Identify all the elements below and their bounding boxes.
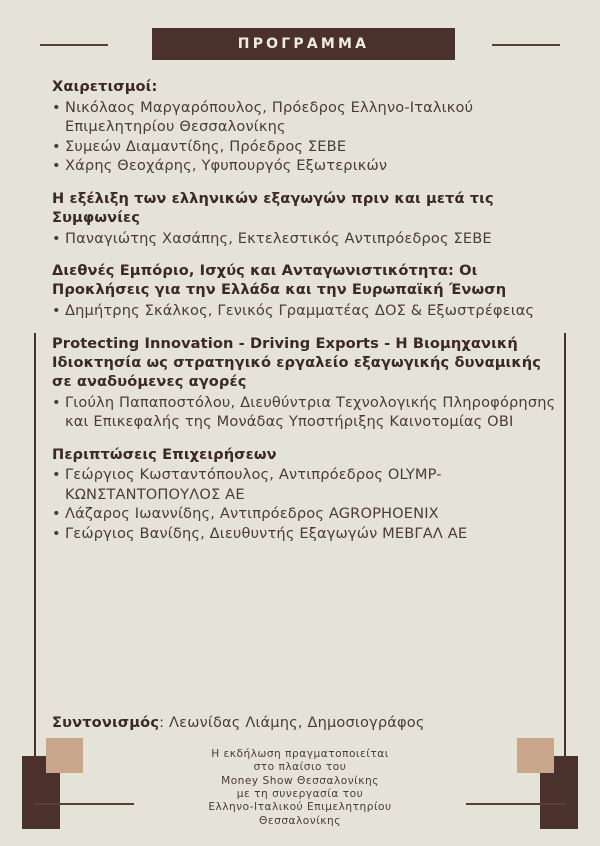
program-section bbox=[52, 262, 562, 320]
speaker-list bbox=[52, 301, 562, 320]
left-vertical-rule bbox=[34, 333, 36, 767]
footer-line: στο πλαίσιο του bbox=[253, 761, 347, 774]
speaker-list bbox=[52, 98, 562, 176]
header bbox=[0, 28, 600, 64]
program-section bbox=[52, 335, 562, 432]
program-sections bbox=[52, 78, 562, 543]
ornament-bottom-right-square bbox=[517, 738, 554, 773]
footer-note bbox=[0, 748, 600, 828]
header-rule-right bbox=[492, 44, 560, 46]
program-section bbox=[52, 446, 562, 544]
speaker-list bbox=[52, 229, 562, 248]
program-banner bbox=[152, 28, 455, 60]
section-title: Διεθνές Εμπόριο, Ισχύς και Ανταγωνιστικότητα: Οι Προκλήσεις για την Ελλάδα και την Ευρωπαϊκή Ένωση bbox=[52, 262, 507, 299]
footer-line: Η εκδήλωση πραγματοποιείται bbox=[211, 748, 389, 760]
section-title: Περιπτώσεις Επιχειρήσεων bbox=[52, 445, 277, 463]
list-item: • Χάρης Θεοχάρης, Υφυπουργός Εξωτερικών bbox=[52, 156, 562, 175]
coordinator-line bbox=[52, 714, 562, 733]
list-item: • Συμεών Διαμαντίδης, Πρόεδρος ΣΕΒΕ bbox=[52, 137, 562, 156]
program-section bbox=[52, 190, 562, 248]
ornament-bottom-left-square bbox=[46, 738, 83, 773]
ornament-bottom-left-rule bbox=[34, 803, 134, 805]
header-rule-left bbox=[40, 44, 108, 46]
list-item: • Γεώργιος Κωσταντόπουλος, Αντιπρόεδρος OLYMP-ΚΩΝΣΤΑΝΤΟΠΟΥΛΟΣ ΑΕ bbox=[52, 465, 562, 504]
banner-title: ΠΡΟΓΡΑΜΜΑ bbox=[237, 36, 370, 52]
footer-line: Ελληνο-Ιταλικού Επιμελητηρίου bbox=[208, 801, 392, 814]
section-title: Χαιρετισμοί: bbox=[52, 78, 158, 95]
coordinator-label: Συντονισμός bbox=[52, 714, 160, 731]
section-title: Η εξέλιξη των ελληνικών εξαγωγών πριν και μετά τις Συμφωνίες bbox=[52, 189, 494, 226]
list-item: • Γεώργιος Βανίδης, Διευθυντής Εξαγωγών ΜΕΒΓΑΛ ΑΕ bbox=[52, 524, 562, 543]
list-item: • Νικόλαος Μαργαρόπουλος, Πρόεδρος Ελληνο-Ιταλικού Επιμελητηρίου Θεσσαλονίκης bbox=[52, 98, 562, 137]
section-title: Protecting Innovation - Driving Exports - Η Βιομηχανική Ιδιοκτησία ως στρατηγικό εργαλείο εξαγωγικής δυναμικής σε αναδυόμενες αγορές bbox=[52, 334, 542, 390]
list-item: • Λάζαρος Ιωαννίδης, Αντιπρόεδρος AGROPHOENIX bbox=[52, 504, 562, 523]
list-item: • Δημήτρης Σκάλκος, Γενικός Γραμματέας ΔΟΣ & Εξωστρέφειας bbox=[52, 301, 562, 320]
program-section bbox=[52, 78, 562, 176]
list-item: • Γιούλη Παπαποστόλου, Διευθύντρια Τεχνολογικής Πληροφόρησης και Επικεφαλής της Μονάδας Υποστήριξης Καινοτομίας ΟΒΙ bbox=[52, 393, 562, 432]
right-vertical-rule bbox=[564, 333, 566, 767]
ornament-bottom-right-rule bbox=[466, 803, 566, 805]
footer-line: Money Show Θεσσαλονίκης bbox=[221, 774, 379, 787]
list-item: • Παναγιώτης Χασάπης, Εκτελεστικός Αντιπρόεδρος ΣΕΒΕ bbox=[52, 229, 562, 248]
footer-line: Θεσσαλονίκης bbox=[259, 814, 341, 827]
footer-line: με τη συνεργασία του bbox=[236, 788, 364, 801]
speaker-list bbox=[52, 393, 562, 432]
speaker-list bbox=[52, 465, 562, 543]
coordinator-value: : Λεωνίδας Λιάμης, Δημοσιογράφος bbox=[159, 714, 425, 731]
